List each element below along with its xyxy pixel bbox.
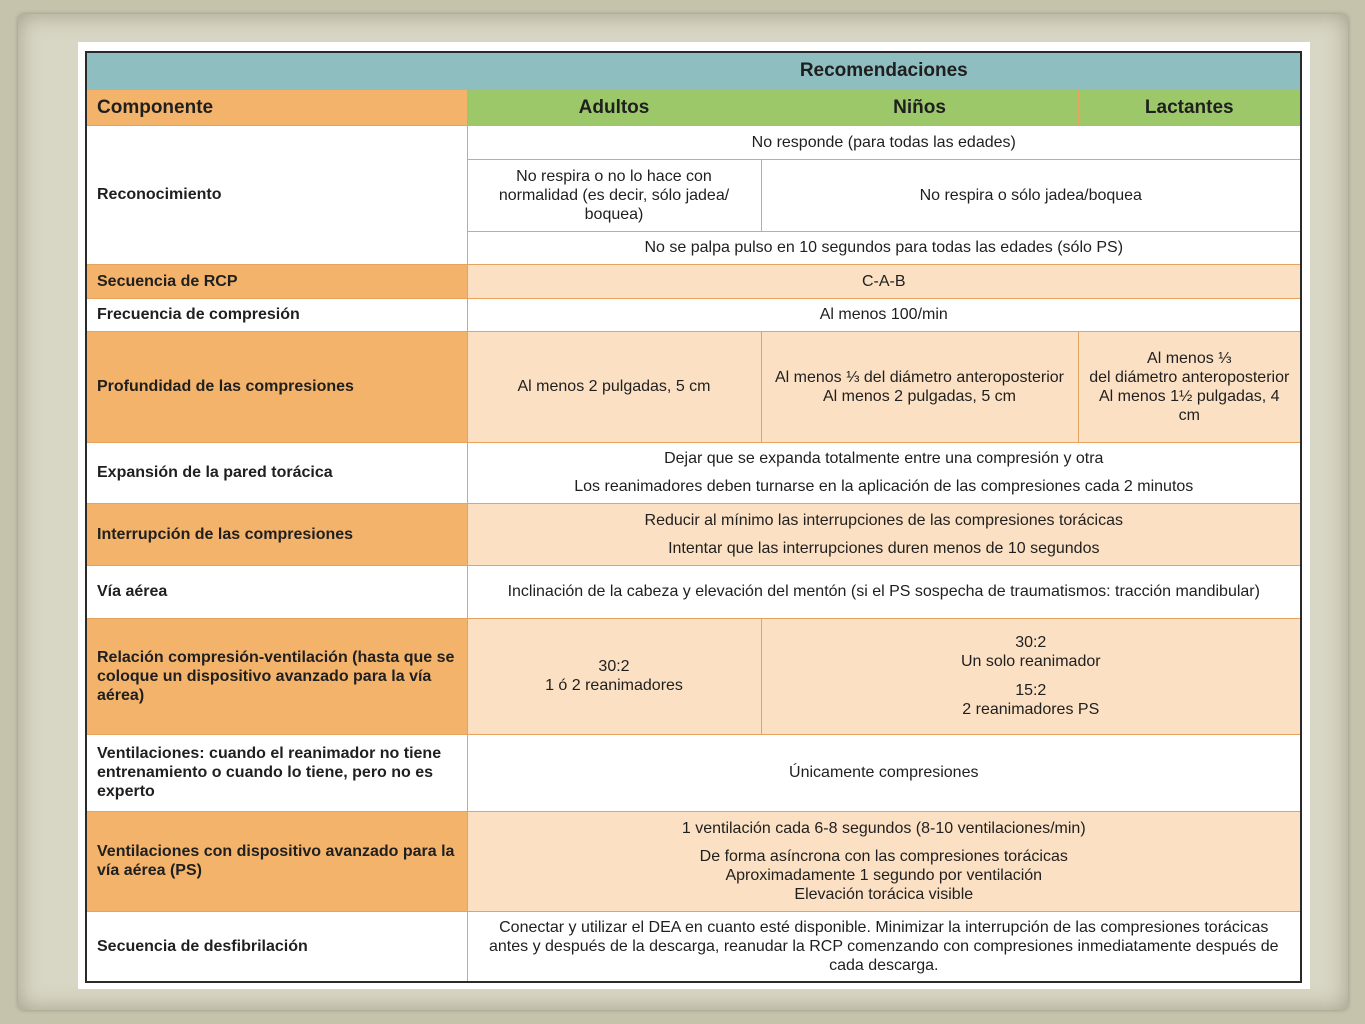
relacion-ninos-line4: 2 reanimadores PS — [962, 701, 1100, 718]
ventilaciones-dispositivo-line2: De forma asíncrona con las compresiones torácicas — [699, 847, 1068, 865]
reconocimiento-ninos-lactantes: No respira o sólo jadea/boquea — [761, 159, 1301, 231]
row-label-frecuencia: Frecuencia de compresión — [86, 298, 467, 331]
expansion-line1: Dejar que se expanda totalmente entre una compresión y otra — [664, 450, 1104, 467]
reconocimiento-all-ages: No responde (para todas las edades) — [467, 125, 1301, 159]
profundidad-lactantes-line3: Al menos 1½ pulgadas, 4 cm — [1098, 387, 1280, 424]
row-label-interrupcion: Interrupción de las compresiones — [86, 503, 467, 565]
via-aerea-value: Inclinación de la cabeza y elevación del mentón (si el PS sospecha de traumatismos: tracción mandibular) — [467, 565, 1301, 618]
header-lactantes: Lactantes — [1078, 89, 1301, 125]
ventilaciones-dispositivo-line3: Aproximadamente 1 segundo por ventilación — [725, 866, 1043, 884]
row-label-secuencia: Secuencia de RCP — [86, 264, 467, 298]
header-componente: Componente — [86, 89, 467, 125]
interrupcion-line1: Reducir al mínimo las interrupciones de las compresiones torácicas — [644, 511, 1123, 529]
relacion-ninos-lactantes — [761, 618, 1301, 734]
profundidad-adultos: Al menos 2 pulgadas, 5 cm — [467, 331, 761, 442]
profundidad-lactantes-line1: Al menos ⅓ — [1147, 349, 1232, 367]
header-ninos: Niños — [761, 89, 1078, 125]
relacion-adultos-line1: 30:2 — [598, 658, 630, 675]
ventilaciones-dispositivo-line1: 1 ventilación cada 6-8 segundos (8-10 ventilaciones/min) — [681, 819, 1086, 837]
row-label-relacion: Relación compresión-ventilación (hasta que se coloque un dispositivo avanzado para la vía aérea) — [86, 618, 467, 734]
profundidad-ninos-line1: Al menos ⅓ del diámetro anteroposterior — [774, 368, 1065, 386]
row-label-expansion: Expansión de la pared torácica — [86, 442, 467, 503]
profundidad-lactantes — [1078, 331, 1301, 442]
row-label-via-aerea: Vía aérea — [86, 565, 467, 618]
ventilaciones-no-experto-value: Únicamente compresiones — [467, 734, 1301, 811]
interrupcion-value — [467, 503, 1301, 565]
header-blank-cell — [86, 52, 467, 89]
expansion-line2: Los reanimadores deben turnarse en la aplicación de las compresiones cada 2 minutos — [574, 478, 1194, 495]
row-label-reconocimiento: Reconocimiento — [86, 125, 467, 264]
secuencia-value: C-A-B — [467, 264, 1301, 298]
relacion-ninos-line2: Un solo reanimador — [960, 653, 1101, 670]
interrupcion-line2: Intentar que las interrupciones duren menos de 10 segundos — [668, 539, 1100, 557]
relacion-ninos-line3: 15:2 — [1015, 682, 1047, 699]
desfibrilacion-value: Conectar y utilizar el DEA en cuanto esté disponible. Minimizar la interrupción de las compresiones torácicas antes y después de la descarga, reanudar la RCP comenzando con compresiones inmediatamente después de cada descarga. — [467, 911, 1301, 982]
row-label-profundidad: Profundidad de las compresiones — [86, 331, 467, 442]
profundidad-ninos-line2: Al menos 2 pulgadas, 5 cm — [823, 387, 1016, 405]
reconocimiento-pulso: No se palpa pulso en 10 segundos para todas las edades (sólo PS) — [467, 231, 1301, 264]
ventilaciones-dispositivo-value — [467, 811, 1301, 911]
frecuencia-value: Al menos 100/min — [467, 298, 1301, 331]
rcp-recommendations-table — [85, 51, 1302, 983]
row-label-desfibrilacion: Secuencia de desfibrilación — [86, 911, 467, 982]
expansion-value — [467, 442, 1301, 503]
reconocimiento-adultos: No respira o no lo hace con normalidad (es decir, sólo jadea/ boquea) — [467, 159, 761, 231]
ventilaciones-dispositivo-line4: Elevación torácica visible — [794, 885, 974, 903]
row-label-ventilaciones-no-experto: Ventilaciones: cuando el reanimador no tiene entrenamiento o cuando lo tiene, pero no es experto — [86, 734, 467, 811]
row-label-ventilaciones-dispositivo: Ventilaciones con dispositivo avanzado para la vía aérea (PS) — [86, 811, 467, 911]
relacion-adultos — [467, 618, 761, 734]
relacion-adultos-line2: 1 ó 2 reanimadores — [545, 677, 683, 694]
header-recomendaciones: Recomendaciones — [467, 52, 1301, 89]
profundidad-ninos — [761, 331, 1078, 442]
profundidad-lactantes-line2: del diámetro anteroposterior — [1089, 368, 1290, 386]
header-adultos: Adultos — [467, 89, 761, 125]
relacion-ninos-line1: 30:2 — [1015, 634, 1047, 651]
